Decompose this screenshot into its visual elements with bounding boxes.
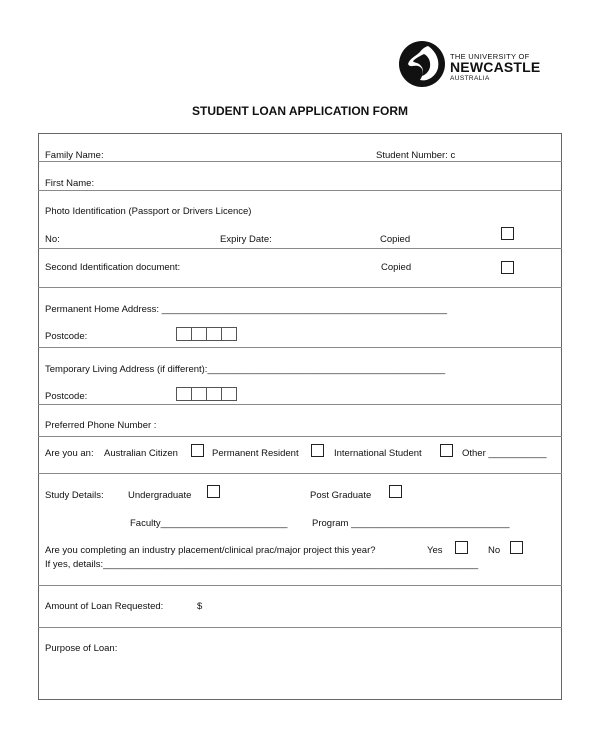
placement-no-label: No xyxy=(488,545,501,556)
postgraduate-label: Post Graduate xyxy=(310,490,372,501)
second-id-label: Second Identification document: xyxy=(45,262,181,273)
permanent-resident-label: Permanent Resident xyxy=(212,448,299,459)
form-frame xyxy=(38,133,562,700)
copied-checkbox-1[interactable] xyxy=(501,227,514,240)
placement-details-field[interactable]: If yes, details:_______________________________________________________________________ xyxy=(45,559,479,570)
row-divider xyxy=(38,473,562,474)
temporary-address-field[interactable]: Temporary Living Address (if different):_____________________________________________ xyxy=(45,364,446,375)
postcode-label-1: Postcode: xyxy=(45,331,88,342)
university-logo xyxy=(398,38,558,94)
postcode-input-1[interactable] xyxy=(176,327,237,341)
row-divider xyxy=(38,404,562,405)
row-divider xyxy=(38,347,562,348)
placement-yes-label: Yes xyxy=(427,545,443,556)
copied-checkbox-2[interactable] xyxy=(501,261,514,274)
undergraduate-label: Undergraduate xyxy=(128,490,192,501)
placement-yes-checkbox[interactable] xyxy=(455,541,468,554)
photo-id-label: Photo Identification (Passport or Drivers Licence) xyxy=(45,206,252,217)
citizenship-question: Are you an: xyxy=(45,448,94,459)
loan-purpose-label: Purpose of Loan: xyxy=(45,643,118,654)
first-name-label: First Name: xyxy=(45,178,95,189)
australian-citizen-checkbox[interactable] xyxy=(191,444,204,457)
logo-text-line2: NEWCASTLE xyxy=(450,59,541,75)
postcode-label-2: Postcode: xyxy=(45,391,88,402)
horse-head-logo-icon xyxy=(398,38,446,88)
row-divider xyxy=(38,248,562,249)
row-divider xyxy=(38,585,562,586)
id-number-label: No: xyxy=(45,234,60,245)
expiry-date-label: Expiry Date: xyxy=(220,234,272,245)
postcode-input-2[interactable] xyxy=(176,387,237,401)
postgraduate-checkbox[interactable] xyxy=(389,485,402,498)
copied-label-2: Copied xyxy=(381,262,412,273)
other-field[interactable]: Other ___________ xyxy=(462,448,547,459)
logo-text-line3: AUSTRALIA xyxy=(450,75,490,82)
international-student-label: International Student xyxy=(334,448,422,459)
placement-question: Are you completing an industry placement/clinical prac/major project this year? xyxy=(45,545,376,556)
permanent-resident-checkbox[interactable] xyxy=(311,444,324,457)
permanent-address-field[interactable]: Permanent Home Address: ______________________________________________________ xyxy=(45,304,448,315)
placement-no-checkbox[interactable] xyxy=(510,541,523,554)
international-student-checkbox[interactable] xyxy=(440,444,453,457)
copied-label-1: Copied xyxy=(380,234,411,245)
row-divider xyxy=(38,190,562,191)
program-field[interactable]: Program ______________________________ xyxy=(312,518,510,529)
student-number-label: Student Number: c xyxy=(376,150,456,161)
logo-text-line1: THE UNIVERSITY OF xyxy=(450,52,530,61)
row-divider xyxy=(38,287,562,288)
loan-amount-label: Amount of Loan Requested: xyxy=(45,601,164,612)
row-divider xyxy=(38,161,562,162)
australian-citizen-label: Australian Citizen xyxy=(104,448,178,459)
form-title: STUDENT LOAN APPLICATION FORM xyxy=(192,104,408,118)
dollar-sign: $ xyxy=(197,601,203,612)
family-name-label: Family Name: xyxy=(45,150,104,161)
undergraduate-checkbox[interactable] xyxy=(207,485,220,498)
faculty-field[interactable]: Faculty________________________ xyxy=(130,518,288,529)
study-details-label: Study Details: xyxy=(45,490,104,501)
row-divider xyxy=(38,627,562,628)
phone-label: Preferred Phone Number : xyxy=(45,420,157,431)
row-divider xyxy=(38,436,562,437)
